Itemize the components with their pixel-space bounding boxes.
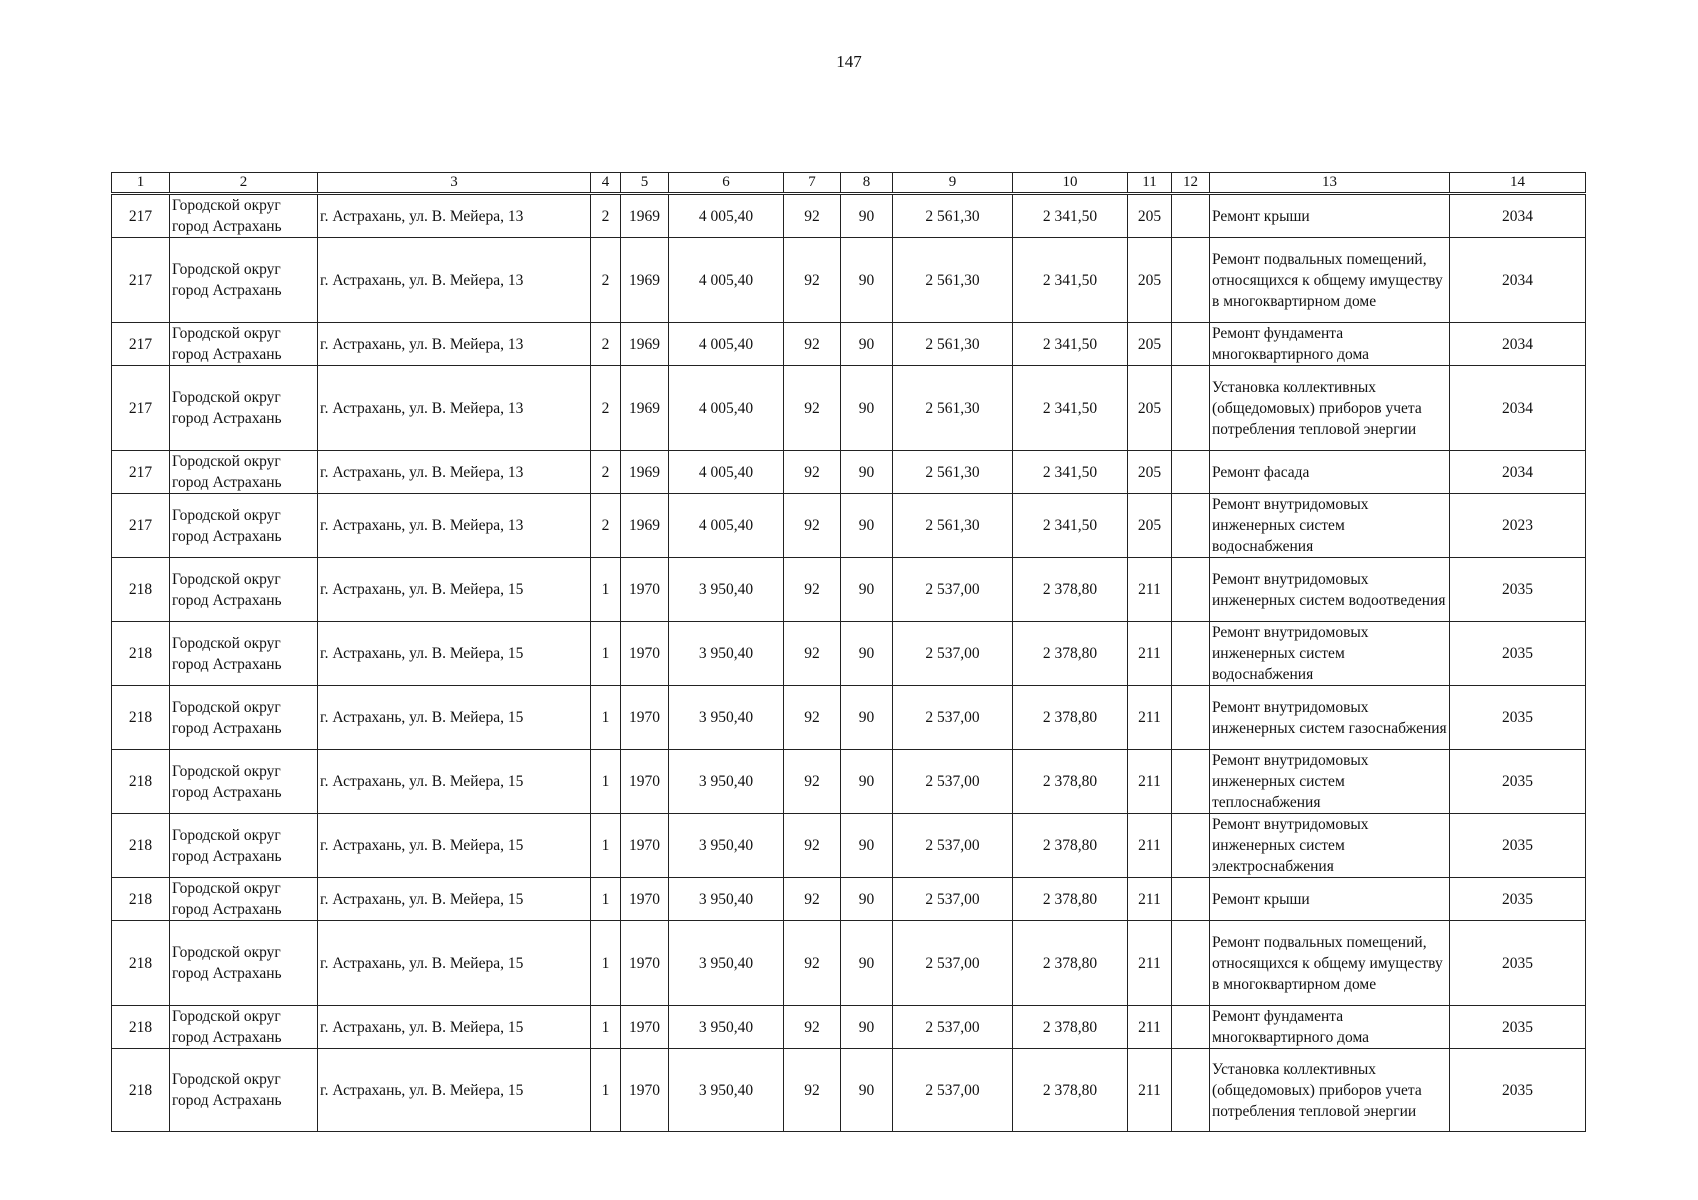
total-area: 4 005,40: [669, 194, 784, 238]
row-number: 218: [112, 558, 170, 622]
col-4-value: 1: [591, 750, 621, 814]
work-type: Ремонт внутридомовых инженерных систем водоснабжения: [1210, 494, 1450, 558]
work-type: Ремонт подвальных помещений, относящихся к общему имуществу в многоквартирном доме: [1210, 921, 1450, 1006]
table-row: [112, 194, 1586, 238]
col-7-value: 92: [784, 622, 841, 686]
col-12-value: [1172, 323, 1210, 366]
col-4-value: 2: [591, 238, 621, 323]
year-built: 1969: [621, 323, 669, 366]
year-built: 1970: [621, 558, 669, 622]
col-11-value: 211: [1128, 921, 1172, 1006]
address: г. Астрахань, ул. В. Мейера, 13: [318, 194, 591, 238]
col-7-value: 92: [784, 921, 841, 1006]
col-7-value: 92: [784, 686, 841, 750]
work-type: Ремонт фасада: [1210, 451, 1450, 494]
col-8-value: 90: [841, 558, 893, 622]
table-body: [112, 194, 1586, 1132]
col-10-value: 2 378,80: [1013, 686, 1128, 750]
page-number: 147: [836, 52, 862, 71]
col-11-value: 211: [1128, 686, 1172, 750]
total-area: 3 950,40: [669, 814, 784, 878]
municipality: Городской округ город Астрахань: [170, 323, 318, 366]
year-built: 1970: [621, 622, 669, 686]
total-area: 3 950,40: [669, 558, 784, 622]
row-number: 218: [112, 921, 170, 1006]
col-10-value: 2 378,80: [1013, 1006, 1128, 1049]
work-type: Ремонт внутридомовых инженерных систем электроснабжения: [1210, 814, 1450, 878]
col-4-value: 1: [591, 558, 621, 622]
year-built: 1970: [621, 750, 669, 814]
col-12-value: [1172, 1049, 1210, 1132]
col-9-value: 2 537,00: [893, 878, 1013, 921]
row-number: 217: [112, 494, 170, 558]
municipality: Городской округ город Астрахань: [170, 686, 318, 750]
col-10-value: 2 341,50: [1013, 451, 1128, 494]
col-8-value: 90: [841, 622, 893, 686]
year-built: 1969: [621, 194, 669, 238]
total-area: 3 950,40: [669, 622, 784, 686]
total-area: 4 005,40: [669, 494, 784, 558]
col-9-value: 2 561,30: [893, 323, 1013, 366]
table-row: [112, 558, 1586, 622]
col-8-value: 90: [841, 750, 893, 814]
col-4-value: 1: [591, 686, 621, 750]
work-type: Установка коллективных (общедомовых) приборов учета потребления тепловой энергии: [1210, 1049, 1450, 1132]
col-11-value: 205: [1128, 366, 1172, 451]
address: г. Астрахань, ул. В. Мейера, 15: [318, 878, 591, 921]
work-type: Установка коллективных (общедомовых) приборов учета потребления тепловой энергии: [1210, 366, 1450, 451]
table-row: [112, 921, 1586, 1006]
column-header-1: 1: [112, 173, 170, 194]
work-type: Ремонт внутридомовых инженерных систем водоснабжения: [1210, 622, 1450, 686]
column-header-6: 6: [669, 173, 784, 194]
municipality: Городской округ город Астрахань: [170, 878, 318, 921]
table-row: [112, 451, 1586, 494]
col-8-value: 90: [841, 494, 893, 558]
table-row: [112, 366, 1586, 451]
col-7-value: 92: [784, 878, 841, 921]
year-built: 1970: [621, 1049, 669, 1132]
planned-year: 2035: [1450, 750, 1586, 814]
work-type: Ремонт фундамента многоквартирного дома: [1210, 1006, 1450, 1049]
total-area: 3 950,40: [669, 750, 784, 814]
col-7-value: 92: [784, 494, 841, 558]
row-number: 218: [112, 878, 170, 921]
col-9-value: 2 537,00: [893, 622, 1013, 686]
municipality: Городской округ город Астрахань: [170, 1006, 318, 1049]
table-row: [112, 1006, 1586, 1049]
col-10-value: 2 378,80: [1013, 814, 1128, 878]
col-10-value: 2 378,80: [1013, 558, 1128, 622]
col-9-value: 2 561,30: [893, 451, 1013, 494]
address: г. Астрахань, ул. В. Мейера, 13: [318, 366, 591, 451]
col-12-value: [1172, 750, 1210, 814]
row-number: 217: [112, 451, 170, 494]
column-header-12: 12: [1172, 173, 1210, 194]
address: г. Астрахань, ул. В. Мейера, 13: [318, 451, 591, 494]
col-12-value: [1172, 451, 1210, 494]
column-header-2: 2: [170, 173, 318, 194]
total-area: 3 950,40: [669, 878, 784, 921]
row-number: 218: [112, 750, 170, 814]
planned-year: 2023: [1450, 494, 1586, 558]
planned-year: 2035: [1450, 1006, 1586, 1049]
address: г. Астрахань, ул. В. Мейера, 15: [318, 622, 591, 686]
work-type: Ремонт крыши: [1210, 194, 1450, 238]
col-12-value: [1172, 558, 1210, 622]
table-row: [112, 323, 1586, 366]
total-area: 3 950,40: [669, 1006, 784, 1049]
year-built: 1969: [621, 238, 669, 323]
col-11-value: 211: [1128, 558, 1172, 622]
municipality: Городской округ город Астрахань: [170, 558, 318, 622]
table-row: [112, 622, 1586, 686]
col-9-value: 2 537,00: [893, 686, 1013, 750]
col-11-value: 205: [1128, 323, 1172, 366]
planned-year: 2035: [1450, 622, 1586, 686]
col-8-value: 90: [841, 878, 893, 921]
col-7-value: 92: [784, 1006, 841, 1049]
col-9-value: 2 561,30: [893, 366, 1013, 451]
municipality: Городской округ город Астрахань: [170, 451, 318, 494]
col-9-value: 2 561,30: [893, 238, 1013, 323]
col-9-value: 2 561,30: [893, 494, 1013, 558]
municipality: Городской округ город Астрахань: [170, 494, 318, 558]
col-8-value: 90: [841, 451, 893, 494]
year-built: 1970: [621, 921, 669, 1006]
column-header-7: 7: [784, 173, 841, 194]
col-8-value: 90: [841, 366, 893, 451]
table-row: [112, 686, 1586, 750]
planned-year: 2034: [1450, 366, 1586, 451]
col-8-value: 90: [841, 1006, 893, 1049]
work-type: Ремонт крыши: [1210, 878, 1450, 921]
planned-year: 2035: [1450, 814, 1586, 878]
col-9-value: 2 537,00: [893, 921, 1013, 1006]
address: г. Астрахань, ул. В. Мейера, 15: [318, 750, 591, 814]
row-number: 217: [112, 238, 170, 323]
col-10-value: 2 378,80: [1013, 1049, 1128, 1132]
col-7-value: 92: [784, 366, 841, 451]
work-type: Ремонт внутридомовых инженерных систем газоснабжения: [1210, 686, 1450, 750]
col-4-value: 2: [591, 494, 621, 558]
total-area: 3 950,40: [669, 1049, 784, 1132]
work-type: Ремонт внутридомовых инженерных систем водоотведения: [1210, 558, 1450, 622]
address: г. Астрахань, ул. В. Мейера, 15: [318, 814, 591, 878]
row-number: 218: [112, 622, 170, 686]
year-built: 1970: [621, 878, 669, 921]
year-built: 1970: [621, 814, 669, 878]
col-11-value: 205: [1128, 238, 1172, 323]
column-header-13: 13: [1210, 173, 1450, 194]
col-7-value: 92: [784, 750, 841, 814]
row-number: 217: [112, 194, 170, 238]
municipality: Городской округ город Астрахань: [170, 238, 318, 323]
col-10-value: 2 341,50: [1013, 366, 1128, 451]
col-8-value: 90: [841, 921, 893, 1006]
col-12-value: [1172, 622, 1210, 686]
planned-year: 2035: [1450, 878, 1586, 921]
col-10-value: 2 341,50: [1013, 323, 1128, 366]
col-4-value: 2: [591, 451, 621, 494]
col-4-value: 1: [591, 814, 621, 878]
header-row: [112, 173, 1586, 194]
column-header-11: 11: [1128, 173, 1172, 194]
row-number: 217: [112, 323, 170, 366]
col-7-value: 92: [784, 1049, 841, 1132]
col-4-value: 1: [591, 1049, 621, 1132]
municipality: Городской округ город Астрахань: [170, 622, 318, 686]
col-11-value: 211: [1128, 750, 1172, 814]
col-9-value: 2 537,00: [893, 1049, 1013, 1132]
col-11-value: 211: [1128, 1049, 1172, 1132]
col-10-value: 2 378,80: [1013, 921, 1128, 1006]
planned-year: 2034: [1450, 194, 1586, 238]
address: г. Астрахань, ул. В. Мейера, 15: [318, 921, 591, 1006]
col-8-value: 90: [841, 1049, 893, 1132]
col-7-value: 92: [784, 238, 841, 323]
planned-year: 2034: [1450, 323, 1586, 366]
col-10-value: 2 378,80: [1013, 622, 1128, 686]
column-header-4: 4: [591, 173, 621, 194]
col-12-value: [1172, 1006, 1210, 1049]
column-header-10: 10: [1013, 173, 1128, 194]
col-8-value: 90: [841, 686, 893, 750]
col-11-value: 211: [1128, 878, 1172, 921]
total-area: 4 005,40: [669, 366, 784, 451]
table-row: [112, 878, 1586, 921]
col-11-value: 211: [1128, 1006, 1172, 1049]
col-11-value: 211: [1128, 622, 1172, 686]
capital-repair-table: [111, 172, 1586, 1132]
planned-year: 2034: [1450, 451, 1586, 494]
work-type: Ремонт фундамента многоквартирного дома: [1210, 323, 1450, 366]
column-header-14: 14: [1450, 173, 1586, 194]
column-header-8: 8: [841, 173, 893, 194]
year-built: 1970: [621, 1006, 669, 1049]
municipality: Городской округ город Астрахань: [170, 750, 318, 814]
planned-year: 2035: [1450, 686, 1586, 750]
table-row: [112, 1049, 1586, 1132]
col-4-value: 1: [591, 878, 621, 921]
row-number: 218: [112, 686, 170, 750]
table-row: [112, 750, 1586, 814]
col-12-value: [1172, 878, 1210, 921]
col-10-value: 2 341,50: [1013, 494, 1128, 558]
col-7-value: 92: [784, 558, 841, 622]
row-number: 218: [112, 1006, 170, 1049]
col-12-value: [1172, 686, 1210, 750]
col-9-value: 2 561,30: [893, 194, 1013, 238]
table-row: [112, 814, 1586, 878]
address: г. Астрахань, ул. В. Мейера, 15: [318, 1049, 591, 1132]
row-number: 218: [112, 1049, 170, 1132]
col-12-value: [1172, 366, 1210, 451]
address: г. Астрахань, ул. В. Мейера, 15: [318, 686, 591, 750]
column-header-5: 5: [621, 173, 669, 194]
work-type: Ремонт внутридомовых инженерных систем теплоснабжения: [1210, 750, 1450, 814]
total-area: 4 005,40: [669, 451, 784, 494]
col-4-value: 2: [591, 194, 621, 238]
year-built: 1970: [621, 686, 669, 750]
address: г. Астрахань, ул. В. Мейера, 13: [318, 238, 591, 323]
planned-year: 2035: [1450, 1049, 1586, 1132]
col-12-value: [1172, 921, 1210, 1006]
col-8-value: 90: [841, 323, 893, 366]
total-area: 4 005,40: [669, 323, 784, 366]
col-12-value: [1172, 194, 1210, 238]
col-4-value: 2: [591, 366, 621, 451]
col-11-value: 205: [1128, 194, 1172, 238]
table-row: [112, 238, 1586, 323]
total-area: 3 950,40: [669, 686, 784, 750]
planned-year: 2034: [1450, 238, 1586, 323]
col-12-value: [1172, 494, 1210, 558]
col-8-value: 90: [841, 194, 893, 238]
total-area: 3 950,40: [669, 921, 784, 1006]
col-7-value: 92: [784, 194, 841, 238]
col-10-value: 2 341,50: [1013, 238, 1128, 323]
municipality: Городской округ город Астрахань: [170, 814, 318, 878]
municipality: Городской округ город Астрахань: [170, 366, 318, 451]
work-type: Ремонт подвальных помещений, относящихся к общему имуществу в многоквартирном доме: [1210, 238, 1450, 323]
col-4-value: 1: [591, 622, 621, 686]
municipality: Городской округ город Астрахань: [170, 1049, 318, 1132]
col-8-value: 90: [841, 238, 893, 323]
col-7-value: 92: [784, 814, 841, 878]
col-12-value: [1172, 814, 1210, 878]
row-number: 218: [112, 814, 170, 878]
col-11-value: 205: [1128, 494, 1172, 558]
year-built: 1969: [621, 494, 669, 558]
table-header: [112, 173, 1586, 194]
total-area: 4 005,40: [669, 238, 784, 323]
address: г. Астрахань, ул. В. Мейера, 13: [318, 494, 591, 558]
planned-year: 2035: [1450, 921, 1586, 1006]
col-9-value: 2 537,00: [893, 558, 1013, 622]
col-7-value: 92: [784, 323, 841, 366]
col-9-value: 2 537,00: [893, 814, 1013, 878]
col-8-value: 90: [841, 814, 893, 878]
year-built: 1969: [621, 366, 669, 451]
col-11-value: 205: [1128, 451, 1172, 494]
address: г. Астрахань, ул. В. Мейера, 13: [318, 323, 591, 366]
col-4-value: 1: [591, 921, 621, 1006]
municipality: Городской округ город Астрахань: [170, 921, 318, 1006]
col-9-value: 2 537,00: [893, 750, 1013, 814]
address: г. Астрахань, ул. В. Мейера, 15: [318, 1006, 591, 1049]
column-header-9: 9: [893, 173, 1013, 194]
col-12-value: [1172, 238, 1210, 323]
col-4-value: 1: [591, 1006, 621, 1049]
col-4-value: 2: [591, 323, 621, 366]
municipality: Городской округ город Астрахань: [170, 194, 318, 238]
col-11-value: 211: [1128, 814, 1172, 878]
year-built: 1969: [621, 451, 669, 494]
table-row: [112, 494, 1586, 558]
row-number: 217: [112, 366, 170, 451]
address: г. Астрахань, ул. В. Мейера, 15: [318, 558, 591, 622]
col-10-value: 2 341,50: [1013, 194, 1128, 238]
col-10-value: 2 378,80: [1013, 878, 1128, 921]
col-9-value: 2 537,00: [893, 1006, 1013, 1049]
planned-year: 2035: [1450, 558, 1586, 622]
col-10-value: 2 378,80: [1013, 750, 1128, 814]
col-7-value: 92: [784, 451, 841, 494]
column-header-3: 3: [318, 173, 591, 194]
